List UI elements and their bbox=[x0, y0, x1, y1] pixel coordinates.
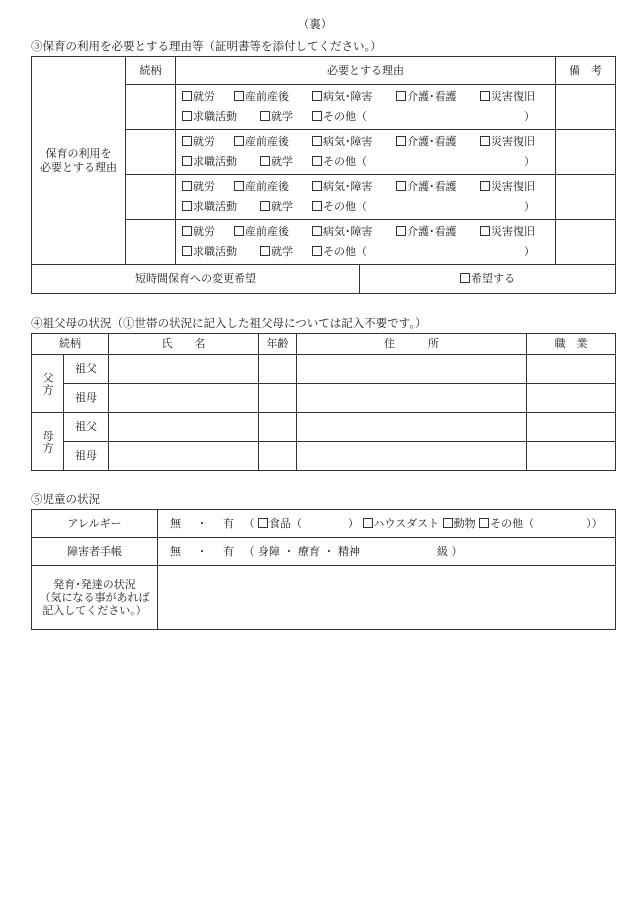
reason-options: 就労 産前産後 病気･障害 介護･看護 災害復旧 求職活動 就学 その他（ ） bbox=[176, 175, 556, 220]
gp-col-relation: 続柄 bbox=[32, 334, 109, 355]
grandmother-label: 祖母 bbox=[64, 384, 109, 413]
grandparents-table bbox=[31, 333, 616, 471]
disability-options: 無 ・ 有 （ 身障 ・ 療育 ・ 精神 級 ） bbox=[158, 538, 616, 566]
checkbox-icon[interactable] bbox=[312, 201, 322, 211]
checkbox-icon[interactable] bbox=[443, 518, 453, 528]
checkbox-icon[interactable] bbox=[182, 201, 192, 211]
reason-options: 就労 産前産後 病気･障害 介護･看護 災害復旧 求職活動 就学 その他（ ） bbox=[176, 85, 556, 130]
table-row bbox=[32, 384, 616, 413]
checkbox-icon[interactable] bbox=[363, 518, 373, 528]
disability-none[interactable]: 無 bbox=[170, 544, 181, 558]
checkbox-icon[interactable] bbox=[460, 273, 470, 283]
section4-heading: ④祖父母の状況（①世帯の状況に記入した祖父母については記入不要です。） bbox=[31, 316, 427, 330]
address-input[interactable] bbox=[297, 442, 527, 471]
gp-col-age: 年齢 bbox=[259, 334, 297, 355]
checkbox-icon[interactable] bbox=[234, 136, 244, 146]
checkbox-icon[interactable] bbox=[182, 156, 192, 166]
address-input[interactable] bbox=[297, 413, 527, 442]
child-status-table bbox=[31, 509, 616, 630]
checkbox-icon[interactable] bbox=[396, 91, 406, 101]
short-time-label: 短時間保育への変更希望 bbox=[32, 265, 360, 294]
reason-options: 就労 産前産後 病気･障害 介護･看護 災害復旧 求職活動 就学 その他（ ） bbox=[176, 220, 556, 265]
checkbox-icon[interactable] bbox=[182, 226, 192, 236]
checkbox-icon[interactable] bbox=[182, 246, 192, 256]
gp-col-occupation: 職 業 bbox=[527, 334, 616, 355]
occupation-input[interactable] bbox=[527, 384, 616, 413]
checkbox-icon[interactable] bbox=[260, 111, 270, 121]
checkbox-icon[interactable] bbox=[312, 181, 322, 191]
development-label: 発育･発達の状況 （気になる事があれば 記入してください。） bbox=[32, 566, 158, 630]
notes-input[interactable] bbox=[556, 220, 616, 265]
checkbox-icon[interactable] bbox=[234, 91, 244, 101]
relation-input[interactable] bbox=[126, 175, 176, 220]
checkbox-icon[interactable] bbox=[182, 181, 192, 191]
gp-col-address: 住 所 bbox=[297, 334, 527, 355]
checkbox-icon[interactable] bbox=[182, 136, 192, 146]
reason-table bbox=[31, 56, 616, 294]
development-input[interactable] bbox=[158, 566, 616, 630]
allergy-label: アレルギー bbox=[32, 510, 158, 538]
checkbox-icon[interactable] bbox=[480, 136, 490, 146]
notes-input[interactable] bbox=[556, 175, 616, 220]
checkbox-icon[interactable] bbox=[312, 156, 322, 166]
address-input[interactable] bbox=[297, 355, 527, 384]
name-input[interactable] bbox=[109, 384, 259, 413]
name-input[interactable] bbox=[109, 413, 259, 442]
age-input[interactable] bbox=[259, 384, 297, 413]
checkbox-icon[interactable] bbox=[312, 226, 322, 236]
checkbox-icon[interactable] bbox=[396, 136, 406, 146]
checkbox-icon[interactable] bbox=[312, 111, 322, 121]
checkbox-icon[interactable] bbox=[396, 181, 406, 191]
grandfather-label: 祖父 bbox=[64, 355, 109, 384]
relation-input[interactable] bbox=[126, 85, 176, 130]
disability-yes[interactable]: 有 bbox=[223, 544, 234, 558]
checkbox-icon[interactable] bbox=[479, 518, 489, 528]
checkbox-icon[interactable] bbox=[260, 156, 270, 166]
checkbox-icon[interactable] bbox=[260, 246, 270, 256]
reason-options: 就労 産前産後 病気･障害 介護･看護 災害復旧 求職活動 就学 その他（ ） bbox=[176, 130, 556, 175]
reason-col-relation: 続柄 bbox=[126, 57, 176, 85]
checkbox-icon[interactable] bbox=[182, 111, 192, 121]
checkbox-icon[interactable] bbox=[182, 91, 192, 101]
grandmother-label: 祖母 bbox=[64, 442, 109, 471]
notes-input[interactable] bbox=[556, 130, 616, 175]
checkbox-icon[interactable] bbox=[260, 201, 270, 211]
age-input[interactable] bbox=[259, 413, 297, 442]
checkbox-icon[interactable] bbox=[480, 91, 490, 101]
checkbox-icon[interactable] bbox=[396, 226, 406, 236]
relation-input[interactable] bbox=[126, 220, 176, 265]
disability-intellectual[interactable]: 療育 bbox=[298, 544, 320, 558]
allergy-options: 無 ・ 有 （ 食品（ ） ハウスダスト 動物 その他（ ）） bbox=[158, 510, 616, 538]
section3-heading: ③保育の利用を必要とする理由等（証明書等を添付してください。） bbox=[31, 39, 382, 53]
relation-input[interactable] bbox=[126, 130, 176, 175]
grandfather-label: 祖父 bbox=[64, 413, 109, 442]
page-side-label: （裏） bbox=[297, 17, 333, 31]
short-time-option[interactable]: 希望する bbox=[360, 265, 616, 294]
age-input[interactable] bbox=[259, 442, 297, 471]
reason-col-reason: 必要とする理由 bbox=[176, 57, 556, 85]
table-row bbox=[32, 413, 616, 442]
checkbox-icon[interactable] bbox=[480, 181, 490, 191]
notes-input[interactable] bbox=[556, 85, 616, 130]
checkbox-icon[interactable] bbox=[480, 226, 490, 236]
disability-label: 障害者手帳 bbox=[32, 538, 158, 566]
disability-mental[interactable]: 精神 bbox=[338, 544, 360, 558]
allergy-none[interactable]: 無 bbox=[170, 516, 181, 530]
checkbox-icon[interactable] bbox=[312, 246, 322, 256]
maternal-label: 母方 bbox=[32, 413, 64, 471]
allergy-yes[interactable]: 有 bbox=[223, 516, 234, 530]
address-input[interactable] bbox=[297, 384, 527, 413]
checkbox-icon[interactable] bbox=[312, 136, 322, 146]
occupation-input[interactable] bbox=[527, 355, 616, 384]
table-row bbox=[32, 355, 616, 384]
checkbox-icon[interactable] bbox=[234, 181, 244, 191]
checkbox-icon[interactable] bbox=[312, 91, 322, 101]
name-input[interactable] bbox=[109, 355, 259, 384]
occupation-input[interactable] bbox=[527, 442, 616, 471]
occupation-input[interactable] bbox=[527, 413, 616, 442]
checkbox-icon[interactable] bbox=[258, 518, 268, 528]
name-input[interactable] bbox=[109, 442, 259, 471]
reason-row-label: 保育の利用を 必要とする理由 bbox=[32, 57, 126, 265]
table-row bbox=[32, 442, 616, 471]
disability-physical[interactable]: 身障 bbox=[258, 544, 280, 558]
paternal-label: 父方 bbox=[32, 355, 64, 413]
section5-heading: ⑤児童の状況 bbox=[31, 492, 100, 506]
gp-col-name: 氏 名 bbox=[109, 334, 259, 355]
reason-col-notes: 備 考 bbox=[556, 57, 616, 85]
checkbox-icon[interactable] bbox=[234, 226, 244, 236]
age-input[interactable] bbox=[259, 355, 297, 384]
